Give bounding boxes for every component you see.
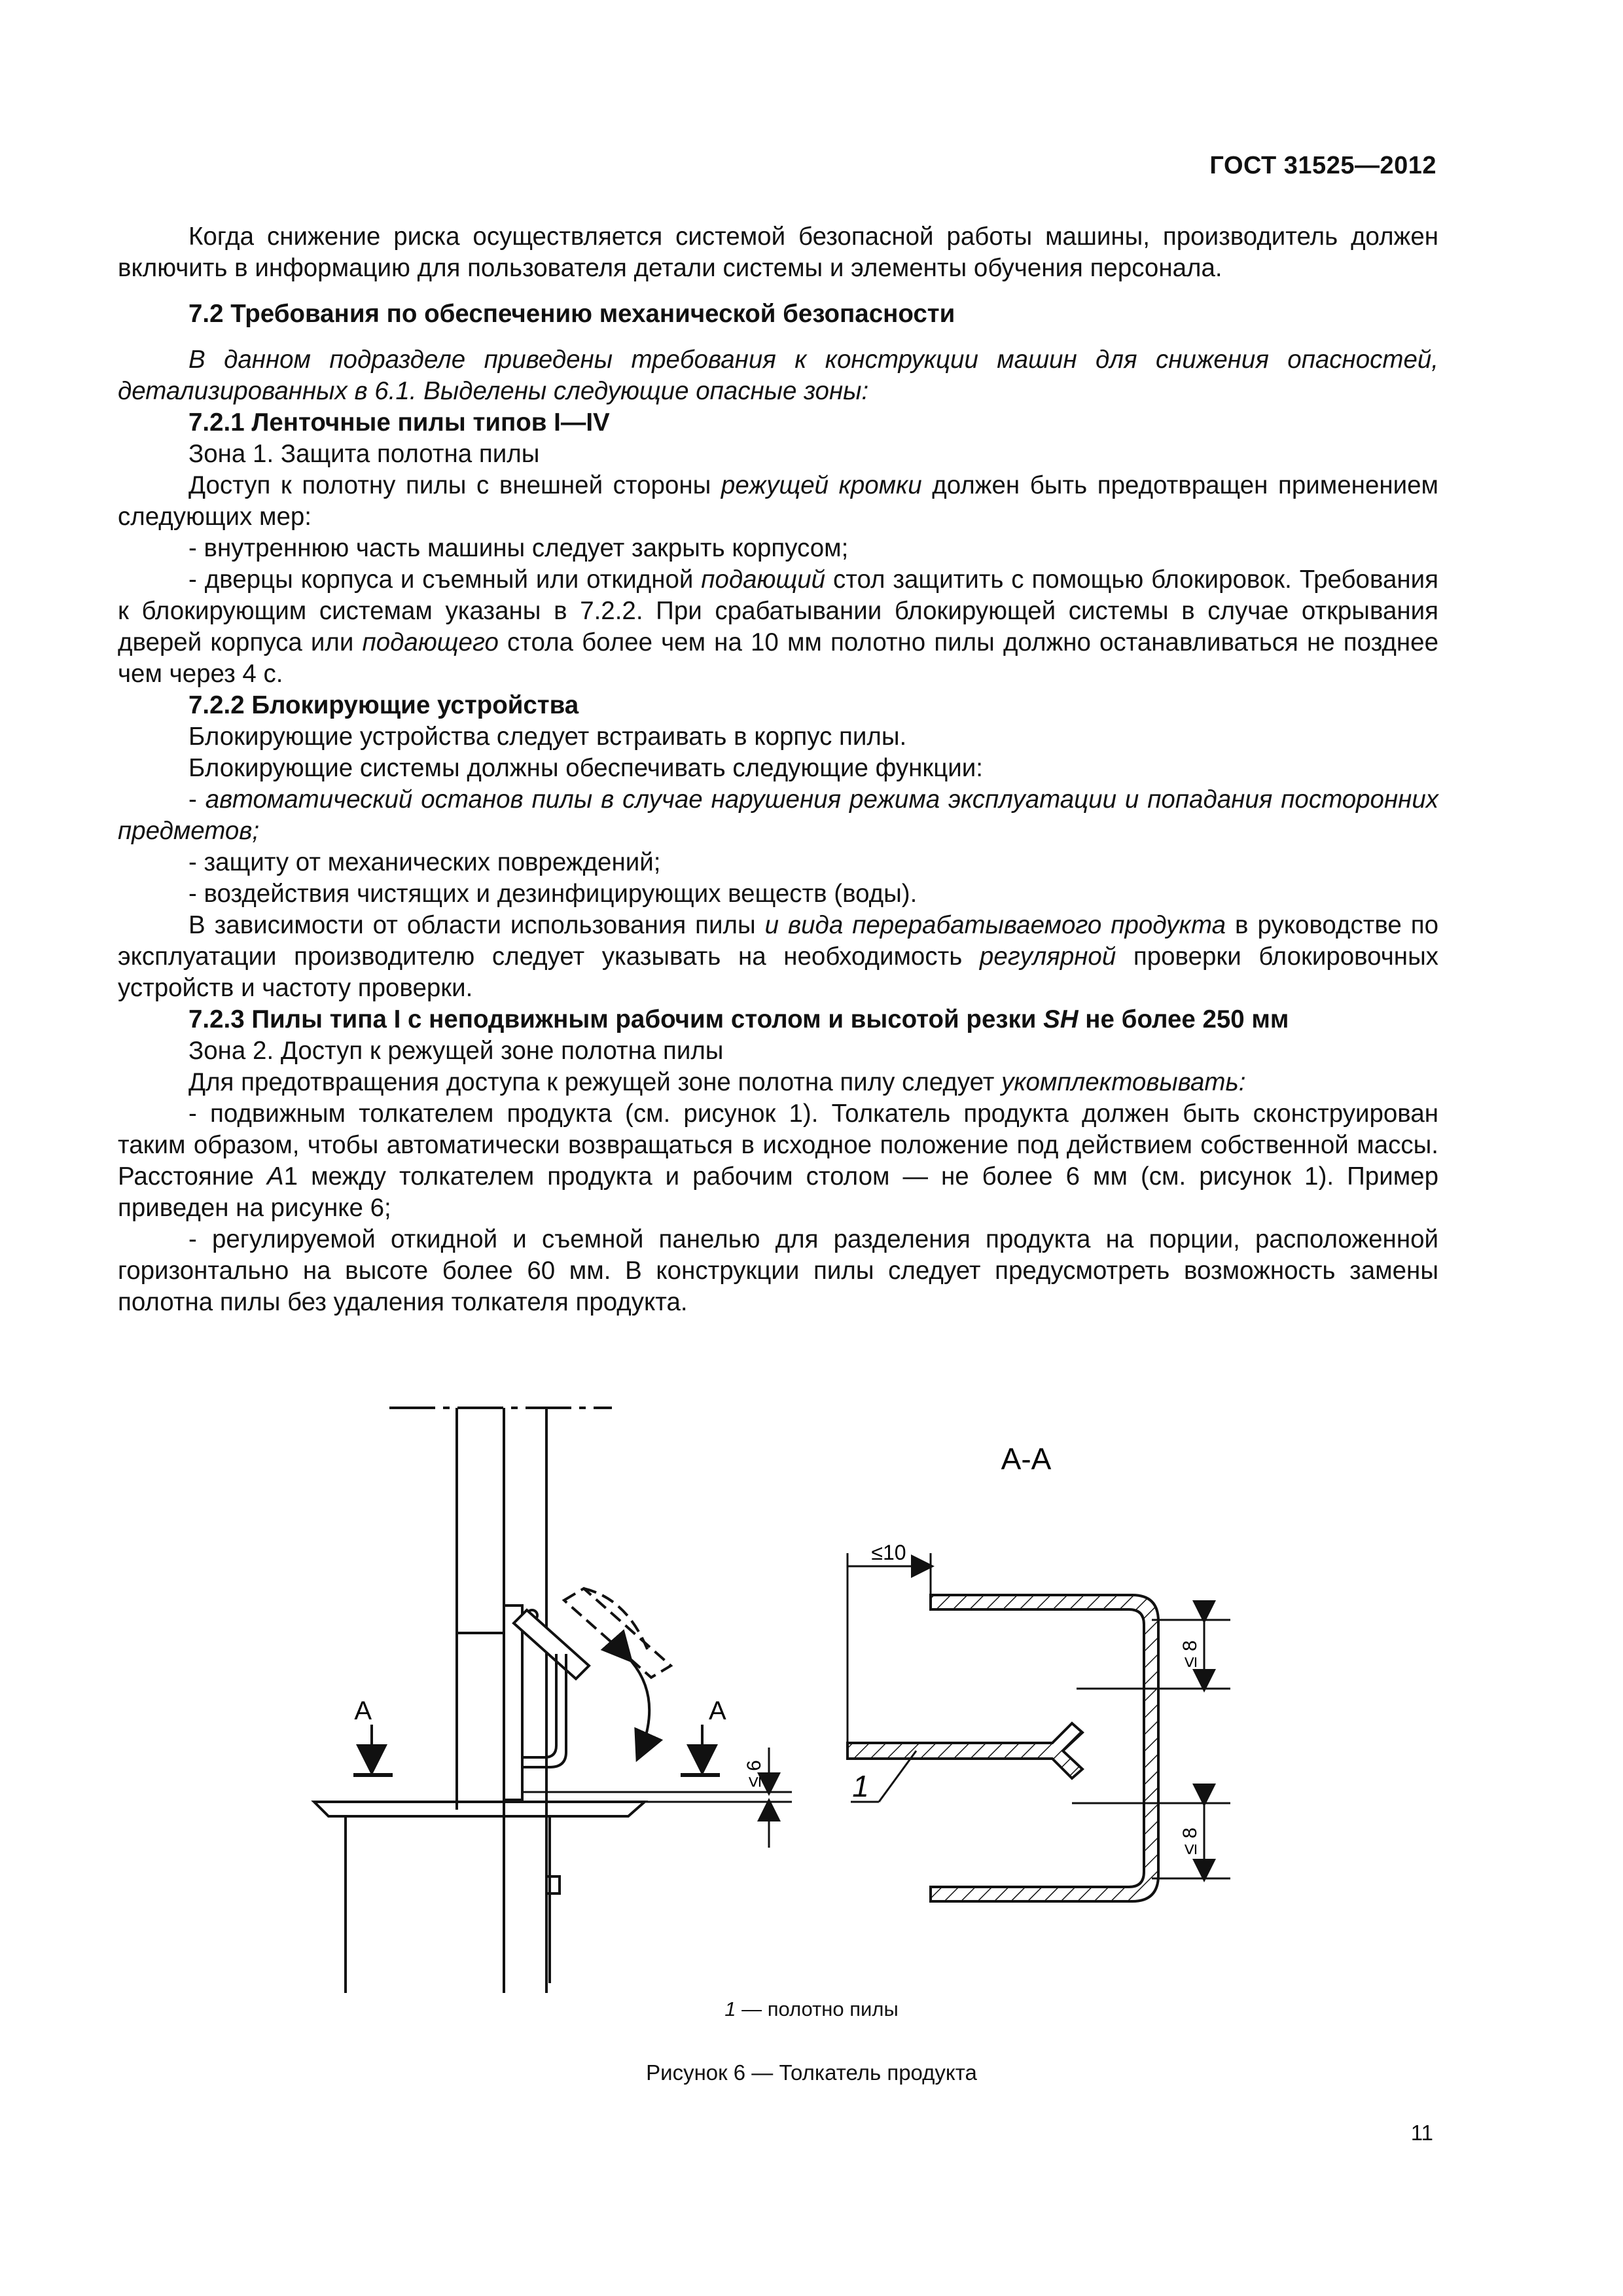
section-7-2-title: 7.2 Требования по обеспечению механической безопасности [188,300,955,328]
s723-list-item-2: - регулируемой откидной и съемной панелью для разделения продукта на порции, расположенной горизонтально на высоте более 60 мм. В конструкции пилы следует предусмотреть возможность замены полотна пилы без удаления толкателя продукта. [118,1225,1438,1316]
page-number: 11 [1410,2121,1433,2145]
s721-list-item-1: - внутреннюю часть машины следует закрыть корпусом; [188,534,849,562]
callout-1: 1 [852,1769,869,1803]
section-7-2-1-title: 7.2.1 Ленточные пилы типов I—IV [188,408,610,437]
s722-paragraph-2: Блокирующие системы должны обеспечивать следующие функции: [188,754,983,782]
s723-paragraph: Для предотвращения доступа к режущей зоне полотна пилу следует укомплектовывать: [188,1068,1246,1096]
s722-list-item-2: - защиту от механических повреждений; [188,848,661,876]
section-label: А-А [1001,1442,1052,1476]
s722-paragraph-3: В зависимости от области использования пилы и вида перерабатываемого продукта в руководстве по эксплуатации производителю следует указывать на необходимость регулярной проверки блокировочных устройств и частоту проверки. [118,911,1438,1002]
cut-label-left: А [354,1696,372,1725]
s722-list-item-3: - воздействия чистящих и дезинфицирующих веществ (воды). [188,880,918,908]
section-view [847,1553,1230,1901]
section-7-2-3-title: 7.2.3 Пилы типа I с неподвижным рабочим столом и высотой резки SH не более 250 мм [188,1005,1289,1033]
dim-top: ≤10 [871,1541,906,1564]
intro-paragraph: Когда снижение риска осуществляется системой безопасной работы машины, производитель должен включить в информацию для пользователя детали системы и элементы обучения персонала. [118,223,1438,282]
s721-list-item-2: - дверцы корпуса и съемный или откидной подающий стол защитить с помощью блокировок. Требования к блокирующим системам указаны в 7.2.2. При срабатывании блокирующей системы в случае открывания дверей корпуса или подающего стола более чем на 10 мм полотно пилы должно останавливаться не позднее чем через 4 с. [118,565,1438,688]
s721-paragraph: Доступ к полотну пилы с внешней стороны режущей кромки должен быть предотвращен применением следующих мер: [118,471,1438,531]
document-header: ГОСТ 31525—2012 [1209,152,1436,179]
s723-list-item-1: - подвижным толкателем продукта (см. рисунок 1). Толкатель продукта должен быть сконструирован таким образом, чтобы автоматически возвращаться в исходное положение под действием собственной массы. Расстояние А1 между толкателем продукта и рабочим столом — не более 6 мм (см. рисунок 1). Пример приведен на рисунке 6; [118,1100,1438,1222]
product-pusher-drawing [288,1391,1453,1993]
cut-label-right: А [709,1696,726,1725]
dim-right-bottom: ≤ 8 [1179,1827,1201,1855]
section-7-2-intro: В данном подразделе приведены требования к конструкции машин для снижения опасностей, детализированных в 6.1. Выделены следующие опасные зоны: [118,346,1438,405]
zone-2-label: Зона 2. Доступ к режущей зоне полотна пилы [188,1037,724,1065]
dim-right-top: ≤ 8 [1179,1640,1201,1668]
s722-list-item-1: - автоматический останов пилы в случае нарушения режима эксплуатации и попадания посторонних предметов; [118,785,1438,845]
zone-1-label: Зона 1. Защита полотна пилы [188,440,540,468]
body-text [118,221,1438,1318]
section-7-2-2-title: 7.2.2 Блокирующие устройства [188,691,579,719]
figure-legend: 1 — полотно пилы [724,1998,899,2020]
s722-paragraph-1: Блокирующие устройства следует встраивать в корпус пилы. [188,723,907,751]
dim-left: ≤ 6 [743,1760,765,1787]
figure-caption: Рисунок 6 — Толкатель продукта [646,2060,977,2085]
